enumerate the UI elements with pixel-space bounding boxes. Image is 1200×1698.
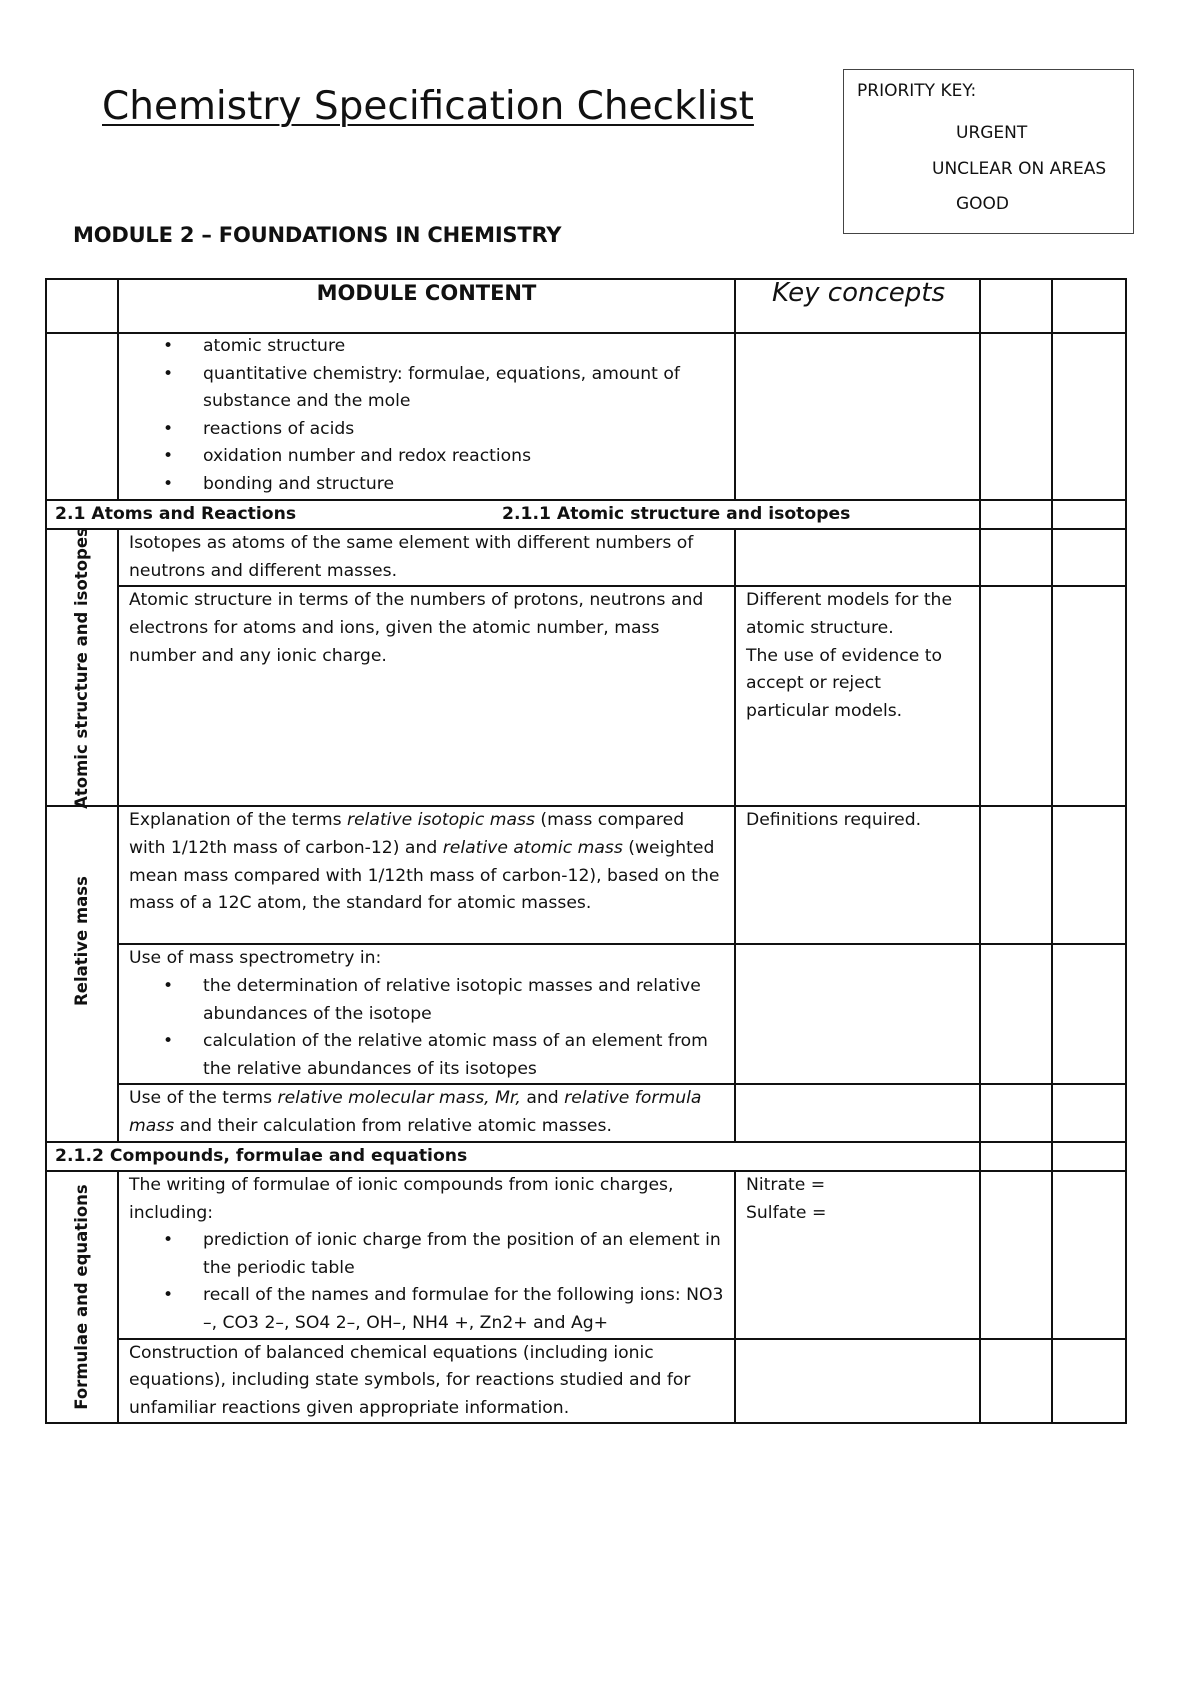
text-run: (weighted mean mass compared with 1/12th mass of carbon-12), based on the mass of a 12C atom, the standard for atomic masses.	[129, 837, 720, 914]
priority-cell[interactable]	[980, 806, 1052, 944]
list-item: • atomic structure	[203, 333, 724, 361]
priority-cell[interactable]	[1052, 1339, 1126, 1424]
priority-cell[interactable]	[1052, 1084, 1126, 1141]
priority-cell[interactable]	[1052, 333, 1126, 500]
priority-urgent: URGENT	[956, 123, 1028, 143]
spec-content: Construction of balanced chemical equations (including ionic equations), including state symbols, for reactions studied and for unfamiliar reactions given appropriate information.	[118, 1339, 735, 1424]
term-relative-molecular-mass: relative molecular mass, Mr,	[277, 1088, 521, 1109]
side-label-cell	[46, 1171, 118, 1423]
side-label-atomic-structure: Atomic structure and isotopes	[72, 526, 92, 809]
overview-row	[46, 333, 1126, 500]
header-side-cell	[46, 279, 118, 333]
list-item: • the determination of relative isotopic masses and relative abundances of the isotope	[203, 973, 724, 1028]
key-concepts-cell	[735, 1171, 980, 1339]
text-run: (mass compared with 1/12th mass of carbon-12) and	[129, 810, 685, 858]
spec-intro: The writing of formulae of ionic compounds from ionic charges, including:	[129, 1175, 674, 1223]
key-concepts-cell: Definitions required.	[735, 806, 980, 944]
table-header-row	[46, 279, 1126, 333]
spec-content: Atomic structure in terms of the numbers of protons, neutrons and electrons for atoms and ions, given the atomic number, mass number and any ionic charge.	[118, 586, 735, 806]
spec-row-ionic-formulae	[46, 1171, 1126, 1339]
key-concepts-cell	[735, 333, 980, 500]
priority-cell[interactable]	[1052, 500, 1126, 530]
section-row-2-1-2	[46, 1142, 1126, 1172]
spec-content	[118, 944, 735, 1084]
text-run: Explanation of the terms	[129, 810, 347, 831]
overview-content	[118, 333, 735, 500]
side-label-cell	[46, 806, 118, 1141]
key-concepts-cell	[735, 529, 980, 586]
section-title: 2.1 Atoms and Reactions	[55, 503, 297, 524]
side-label-formulae: Formulae and equations	[72, 1184, 92, 1411]
subsection-title: 2.1.1 Atomic structure and isotopes	[502, 503, 851, 524]
checklist-table	[45, 278, 1127, 1424]
side-label-relative-mass: Relative mass	[72, 875, 92, 1006]
priority-key-title: PRIORITY KEY:	[857, 81, 977, 101]
priority-cell[interactable]	[980, 1084, 1052, 1141]
priority-cell[interactable]	[980, 529, 1052, 586]
priority-cell[interactable]	[980, 500, 1052, 530]
key-concepts-cell	[735, 944, 980, 1084]
text-run: Use of the terms	[129, 1088, 278, 1109]
key-concepts-cell	[735, 586, 980, 806]
spec-row-balanced-equations	[46, 1339, 1126, 1424]
priority-unclear: UNCLEAR ON AREAS	[932, 159, 1107, 179]
priority-cell[interactable]	[1052, 1171, 1126, 1339]
term-relative-atomic-mass: relative atomic mass	[442, 837, 623, 858]
priority-cell[interactable]	[980, 1339, 1052, 1424]
text-run: and	[520, 1088, 565, 1109]
page-title: Chemistry Specification Checklist	[102, 84, 754, 129]
key-concepts-cell	[735, 1084, 980, 1141]
section-heading	[46, 500, 980, 530]
priority-cell[interactable]	[1052, 586, 1126, 806]
module-heading: MODULE 2 – FOUNDATIONS IN CHEMISTRY	[73, 223, 562, 247]
priority-key-box	[843, 69, 1134, 234]
spec-row-relative-mass	[46, 806, 1126, 944]
spec-intro: Use of mass spectrometry in:	[129, 948, 382, 969]
list-item: • oxidation number and redox reactions	[203, 443, 724, 471]
section-heading: 2.1.2 Compounds, formulae and equations	[46, 1142, 980, 1172]
list-item: • calculation of the relative atomic mass of an element from the relative abundances of its isotopes	[203, 1028, 724, 1083]
spec-content: Isotopes as atoms of the same element with different numbers of neutrons and different masses.	[118, 529, 735, 586]
list-item: • recall of the names and formulae for the following ions: NO3 –, CO3 2–, SO4 2–, OH–, NH4 +, Zn2+ and Ag+	[203, 1282, 724, 1337]
priority-cell[interactable]	[1052, 806, 1126, 944]
list-item: • prediction of ionic charge from the position of an element in the periodic table	[203, 1227, 724, 1282]
spec-row-mass-spectrometry	[46, 944, 1126, 1084]
priority-cell[interactable]	[980, 279, 1052, 333]
text-run: and their calculation from relative atomic masses.	[174, 1115, 612, 1136]
list-item: • bonding and structure	[203, 471, 724, 499]
key-concept-text: Nitrate =	[746, 1175, 826, 1196]
list-item: • quantitative chemistry: formulae, equations, amount of substance and the mole	[203, 361, 724, 416]
priority-cell[interactable]	[1052, 944, 1126, 1084]
spec-content	[118, 1084, 735, 1141]
side-label-cell	[46, 526, 118, 809]
spec-row-isotopes	[46, 529, 1126, 586]
spec-content	[118, 1171, 735, 1339]
key-concept-text: Sulfate =	[746, 1202, 827, 1223]
priority-cell[interactable]	[1052, 529, 1126, 586]
list-item: • reactions of acids	[203, 416, 724, 444]
term-relative-isotopic-mass: relative isotopic mass	[347, 810, 535, 831]
priority-cell[interactable]	[1052, 1142, 1126, 1172]
section-row-2-1	[46, 500, 1126, 530]
priority-cell[interactable]	[980, 944, 1052, 1084]
key-concepts-cell	[735, 1339, 980, 1424]
priority-cell[interactable]	[980, 586, 1052, 806]
key-concept-text: The use of evidence to accept or reject particular models.	[746, 645, 942, 721]
spec-row-molecular-mass	[46, 1084, 1126, 1141]
header-module-content: MODULE CONTENT	[118, 279, 735, 333]
priority-good: GOOD	[956, 194, 1010, 214]
key-concept-text: Different models for the atomic structure.	[746, 590, 953, 638]
spec-content	[118, 806, 735, 944]
header-key-concepts: Key concepts	[735, 279, 980, 333]
priority-cell[interactable]	[980, 333, 1052, 500]
priority-cell[interactable]	[1052, 279, 1126, 333]
term-relative-formula-mass: relative formula mass	[129, 1088, 702, 1136]
priority-cell[interactable]	[980, 1142, 1052, 1172]
priority-cell[interactable]	[980, 1171, 1052, 1339]
spec-row-atomic-structure	[46, 586, 1126, 806]
side-cell	[46, 333, 118, 500]
